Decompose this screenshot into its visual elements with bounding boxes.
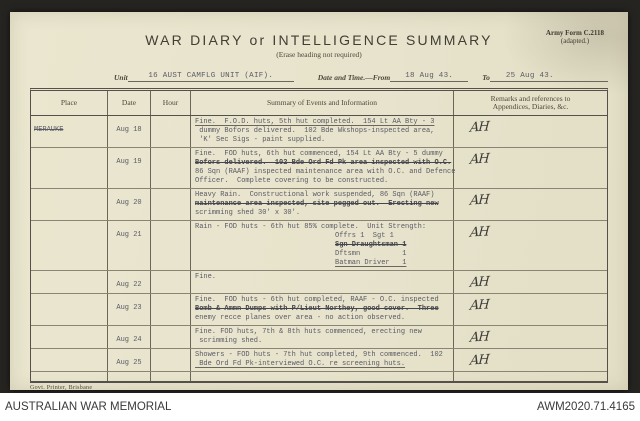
diary-entry-row <box>31 148 607 189</box>
date-cell <box>108 116 151 147</box>
hour-cell <box>151 189 191 220</box>
date-cell <box>108 189 151 220</box>
awm-caption-bar <box>0 393 640 421</box>
officer-initials: AH <box>469 274 490 291</box>
summary-line: 'K' Sec Sigs - paint supplied. <box>195 136 326 144</box>
summary-line: Batman Driver 1 <box>335 259 407 267</box>
date-time-label: Date and Time.—From <box>317 73 391 82</box>
summary-line: Heavy Rain. Constructional work suspended, 86 Sqn (RAAF) <box>195 191 435 199</box>
summary-cell <box>191 221 454 270</box>
place-cell <box>31 189 108 220</box>
summary-line: Offrs 1 Sgt 1 <box>335 232 394 240</box>
army-form-number <box>532 29 618 45</box>
column-header-place: Place <box>31 91 108 115</box>
date-cell <box>108 294 151 325</box>
summary-cell <box>191 148 454 188</box>
date-value: Aug 23 <box>116 304 142 312</box>
diary-entry-row <box>31 221 607 271</box>
place-cell <box>31 349 108 371</box>
hour-cell <box>151 148 191 188</box>
hour-cell <box>151 271 191 293</box>
summary-line: Fine. FOD huts, 6th hut commenced, 154 Lt AA Bty - 5 dummy <box>195 150 443 158</box>
hour-cell <box>151 116 191 147</box>
column-header-hour: Hour <box>151 91 191 115</box>
date-cell <box>108 221 151 270</box>
diary-entry-row <box>31 271 607 294</box>
date-cell <box>108 349 151 371</box>
army-form-number-text: Army Form C.2118 <box>545 29 605 37</box>
place-cell <box>31 148 108 188</box>
date-value: Aug 21 <box>116 231 142 239</box>
summary-line: Bomb & Ammn Dumps with P/Lieut Northey, good cover. Three <box>195 305 439 313</box>
page-title: WAR DIARY or INTELLIGENCE SUMMARY <box>145 32 493 48</box>
officer-initials: AH <box>469 352 490 369</box>
date-value: Aug 22 <box>116 281 142 289</box>
remarks-cell <box>454 148 607 188</box>
column-header-remarks <box>454 91 607 115</box>
summary-line: Sgn Draughtsman 1 <box>335 241 407 249</box>
summary-cell <box>191 294 454 325</box>
date-cell <box>108 148 151 188</box>
diary-entry-row <box>31 372 607 381</box>
summary-cell <box>191 116 454 147</box>
place-cell <box>31 326 108 348</box>
officer-initials: AH <box>469 297 490 314</box>
place-cell <box>31 221 108 270</box>
table-body <box>31 116 607 381</box>
summary-cell <box>191 326 454 348</box>
summary-line: Rain - FOD huts - 6th hut 85% complete. Unit Strength: <box>195 223 427 231</box>
hour-cell <box>151 221 191 270</box>
summary-cell <box>191 271 454 293</box>
awm-accession-number: AWM2020.71.4165 <box>536 401 635 413</box>
diary-entry-row <box>31 294 607 326</box>
remarks-cell <box>454 326 607 348</box>
summary-line: scrimming shed 30' x 30'. <box>195 209 301 217</box>
officer-initials: AH <box>469 151 490 168</box>
diary-table <box>30 88 608 383</box>
summary-line: Showers - FOD huts - 7th hut completed, 9th commenced. 102 <box>195 351 443 359</box>
summary-line: Fine. F.O.D. huts, 5th hut completed. 154 Lt AA Bty - 3 <box>195 118 435 126</box>
hour-cell <box>151 326 191 348</box>
summary-line: Fine. <box>195 273 217 281</box>
remarks-cell <box>454 189 607 220</box>
summary-line: maintenance area inspected, site pegged out. Erecting new <box>195 200 439 208</box>
place-value: MERAUKE <box>34 126 64 134</box>
summary-line: Fine. FOD huts - 6th hut completed, RAAF - O.C. inspected <box>195 296 439 304</box>
column-header-remarks-line1: Remarks and references to <box>490 93 571 103</box>
column-header-summary: Summary of Events and Information <box>191 91 454 115</box>
officer-initials: AH <box>469 224 490 241</box>
summary-line: Dftsmn 1 <box>335 250 407 258</box>
summary-cell <box>191 372 454 381</box>
summary-line: 86 Sqn (RAAF) inspected maintenance area with O.C. and Defence <box>195 168 456 176</box>
date-value: Aug 24 <box>116 336 142 344</box>
unit-label: Unit <box>114 73 128 82</box>
date-value: Aug 19 <box>116 158 142 166</box>
officer-initials: AH <box>469 192 490 209</box>
hour-cell <box>151 372 191 381</box>
remarks-cell <box>454 349 607 371</box>
summary-line: Officer. Complete covering to be constructed. <box>195 177 389 185</box>
summary-line: dummy Bofors delivered. 102 Bde Wkshops-inspected area, <box>195 127 435 135</box>
remarks-cell <box>454 116 607 147</box>
date-value: Aug 25 <box>116 359 142 367</box>
war-diary-page <box>10 12 628 390</box>
summary-cell <box>191 349 454 371</box>
diary-entry-row <box>31 349 607 372</box>
place-cell <box>31 116 108 147</box>
hour-cell <box>151 349 191 371</box>
remarks-cell <box>454 372 607 381</box>
summary-line: Bofors delivered. 102 Bde Ord Fd Pk area inspected with O.C. <box>195 159 452 167</box>
date-cell <box>108 326 151 348</box>
column-header-remarks-line2: Appendices, Diaries, &c. <box>492 102 569 111</box>
place-cell <box>31 372 108 381</box>
table-header-row <box>31 91 607 116</box>
awm-source-label: AUSTRALIAN WAR MEMORIAL <box>5 401 172 413</box>
date-to-value: 25 Aug 43. <box>490 72 570 82</box>
diary-entry-row <box>31 116 607 148</box>
diary-entry-row <box>31 189 607 221</box>
place-cell <box>31 294 108 325</box>
summary-line: Bde Ord Fd Pk-interviewed O.C. re screening huts. <box>195 360 406 368</box>
date-value: Aug 20 <box>116 199 142 207</box>
summary-line: Fine. FOD huts, 7th & 8th huts commenced, erecting new <box>195 328 422 336</box>
remarks-cell <box>454 221 607 270</box>
date-cell <box>108 271 151 293</box>
diary-entry-row <box>31 326 607 349</box>
summary-line: scrimming shed. <box>195 337 263 345</box>
remarks-cell <box>454 294 607 325</box>
date-cell <box>108 372 151 381</box>
unit-and-date-line <box>30 69 608 82</box>
date-value: Aug 18 <box>116 126 142 134</box>
printer-imprint: Govt. Printer, Brisbane <box>30 385 93 391</box>
army-form-adapted-note: (adapted.) <box>560 37 590 45</box>
officer-initials: AH <box>469 119 490 136</box>
to-label: To <box>482 73 490 82</box>
summary-cell <box>191 189 454 220</box>
unit-value: 16 AUST CAMFLG UNIT (AIF). <box>128 72 294 82</box>
hour-cell <box>151 294 191 325</box>
page-subtitle: (Erase heading not required) <box>276 50 362 59</box>
place-cell <box>31 271 108 293</box>
column-header-date: Date <box>108 91 151 115</box>
date-from-value: 18 Aug 43. <box>390 72 468 82</box>
summary-line: enemy recce planes over area - no action observed. <box>195 314 406 322</box>
officer-initials: AH <box>469 329 490 346</box>
remarks-cell <box>454 271 607 293</box>
